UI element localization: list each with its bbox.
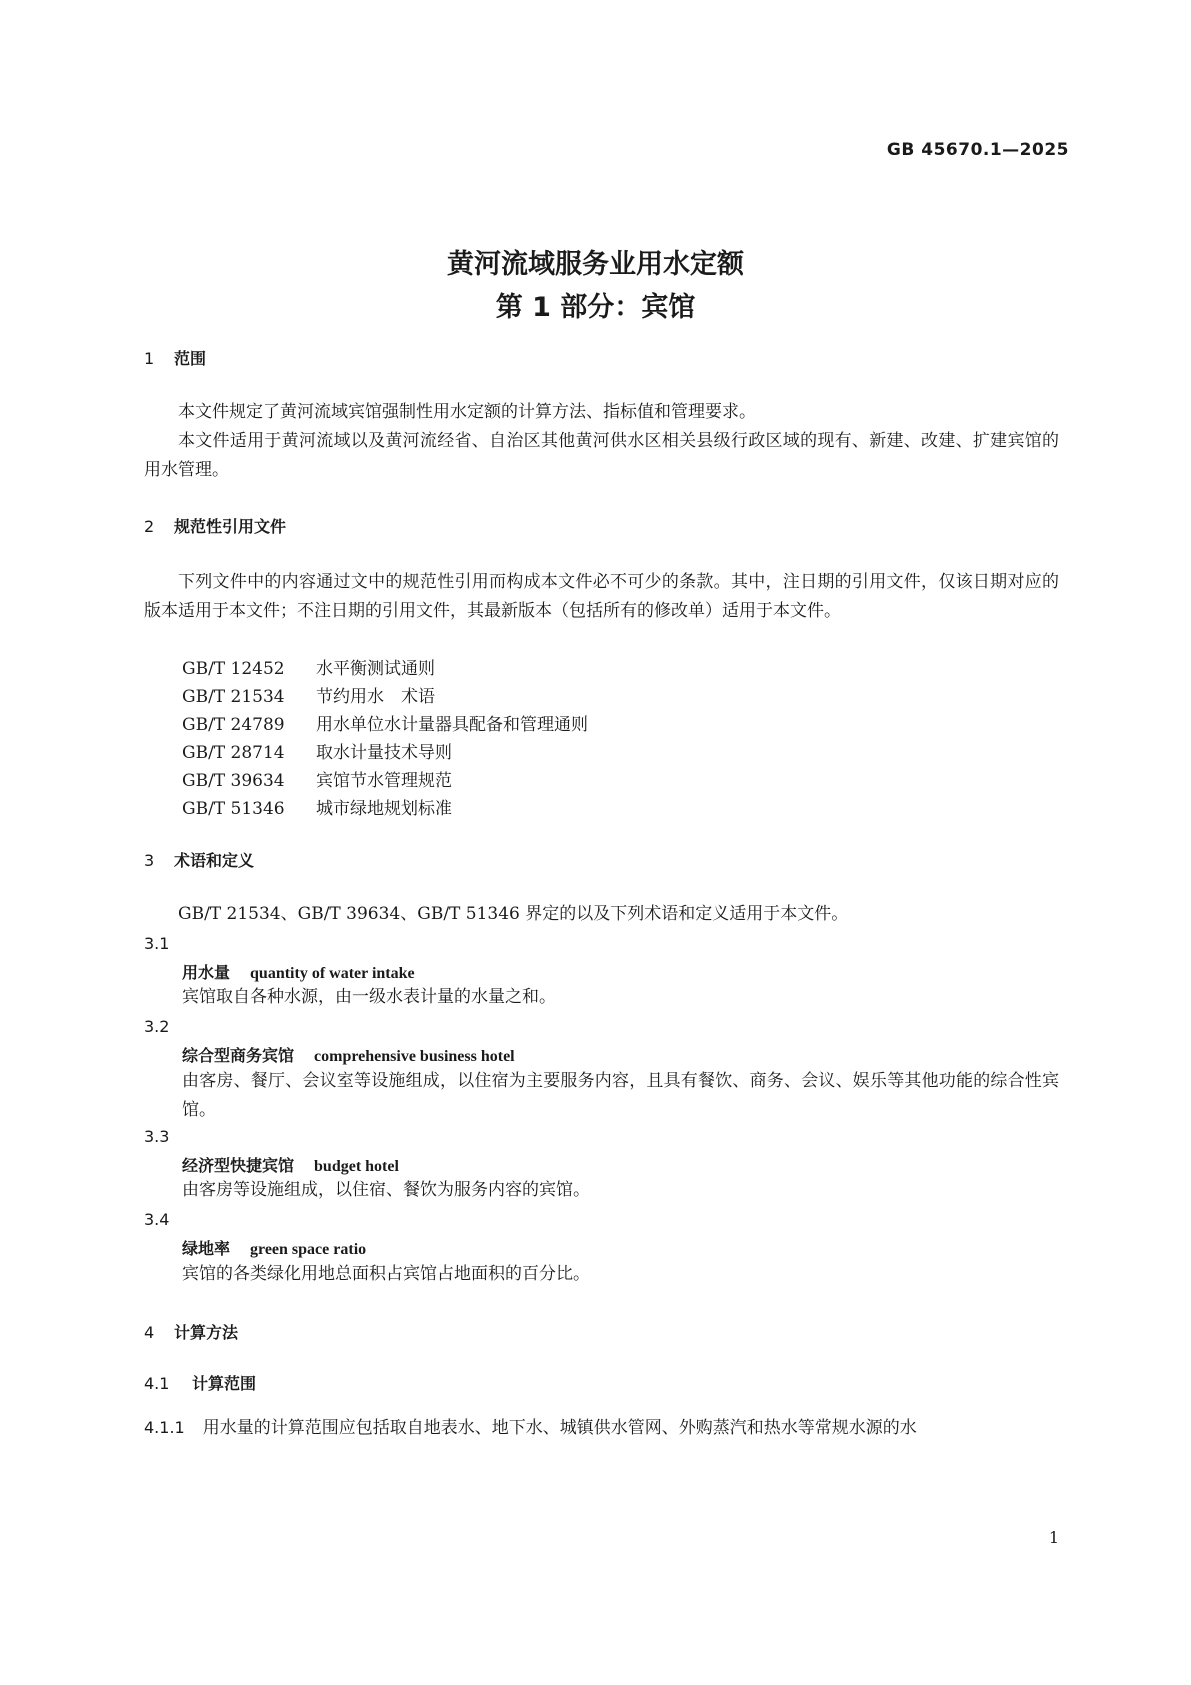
reference-code: GB/T 28714 [182,743,285,763]
section-3-paragraph: GB/T 21534、GB/T 39634、GB/T 51346 界定的以及下列术语和定义适用于本文件。 [178,904,849,924]
clause-4-1-1 [144,1413,1059,1438]
term-definition: 由客房、餐厅、会议室等设施组成，以住宿为主要服务内容，且具有餐饮、商务、会议、娱乐等其他功能的综合性宾馆。 [182,1071,1059,1120]
term-heading [182,1043,515,1066]
term-en: budget hotel [314,1158,399,1175]
document-title-line2: 第 1 部分：宾馆 [495,292,696,323]
reference-item [182,794,452,819]
clause-text: 用水量的计算范围应包括取自地表水、地下水、城镇供水管网、外购蒸汽和热水等常规水源的水 [202,1418,917,1438]
term-zh: 经济型快捷宾馆 [182,1156,295,1175]
term-definition: 由客房等设施组成，以住宿、餐饮为服务内容的宾馆。 [182,1180,590,1200]
term-en: green space ratio [250,1241,367,1258]
subsection-4-1-heading [144,1371,256,1394]
reference-title: 用水单位水计量器具配备和管理通则 [316,715,588,735]
term-en: comprehensive business hotel [314,1048,515,1065]
section-title: 术语和定义 [174,851,255,870]
term-heading [182,1153,399,1176]
reference-item [182,738,452,763]
term-definition: 宾馆取自各种水源，由一级水表计量的水量之和。 [182,987,556,1007]
section-number: 2 [144,517,155,536]
term-definition: 宾馆的各类绿化用地总面积占宾馆占地面积的百分比。 [182,1264,590,1284]
reference-code: GB/T 24789 [182,715,285,735]
term-number: 3.2 [144,1017,170,1036]
reference-title: 取水计量技术导则 [316,743,452,763]
subsection-number: 4.1 [144,1374,170,1393]
term-en: quantity of water intake [250,965,415,982]
section-2-paragraph: 下列文件中的内容通过文中的规范性引用而构成本文件必不可少的条款。其中，注日期的引用文件，仅该日期对应的版本适用于本文件；不注日期的引用文件，其最新版本（包括所有的修改单）适用于本文件。 [144,572,1059,621]
section-3-heading [144,848,254,871]
reference-code: GB/T 39634 [182,771,285,791]
term-heading [182,1236,366,1259]
standard-code: GB 45670.1—2025 [886,140,1069,160]
clause-number: 4.1.1 [144,1418,185,1437]
section-1-paragraph-2: 本文件适用于黄河流域以及黄河流经省、自治区其他黄河供水区相关县级行政区域的现有、新建、改建、扩建宾馆的用水管理。 [144,431,1059,480]
reference-item [182,682,435,707]
reference-title: 水平衡测试通则 [316,659,435,679]
term-zh: 绿地率 [182,1239,231,1258]
term-zh: 综合型商务宾馆 [182,1046,295,1065]
reference-code: GB/T 12452 [182,659,285,679]
term-number: 3.4 [144,1210,170,1229]
section-title: 计算方法 [174,1323,239,1342]
reference-code: GB/T 21534 [182,687,285,707]
reference-item [182,710,588,735]
term-heading [182,960,415,983]
reference-title: 节约用水 术语 [316,687,435,707]
section-1-heading [144,346,206,369]
reference-item [182,654,435,679]
term-number: 3.1 [144,934,170,953]
section-title: 范围 [174,349,207,368]
term-number: 3.3 [144,1127,170,1146]
reference-item [182,766,452,791]
term-zh: 用水量 [182,963,231,982]
page-number: 1 [1048,1528,1059,1547]
reference-title: 宾馆节水管理规范 [316,771,452,791]
section-number: 1 [144,349,155,368]
reference-code: GB/T 51346 [182,799,285,819]
section-number: 3 [144,851,155,870]
section-2-heading [144,514,286,537]
subsection-title: 计算范围 [192,1374,257,1393]
section-number: 4 [144,1323,155,1342]
section-1-paragraph-1: 本文件规定了黄河流域宾馆强制性用水定额的计算方法、指标值和管理要求。 [178,402,756,422]
section-title: 规范性引用文件 [174,517,287,536]
document-title-line1: 黄河流域服务业用水定额 [447,249,744,280]
section-4-heading [144,1320,238,1343]
reference-title: 城市绿地规划标准 [316,799,452,819]
